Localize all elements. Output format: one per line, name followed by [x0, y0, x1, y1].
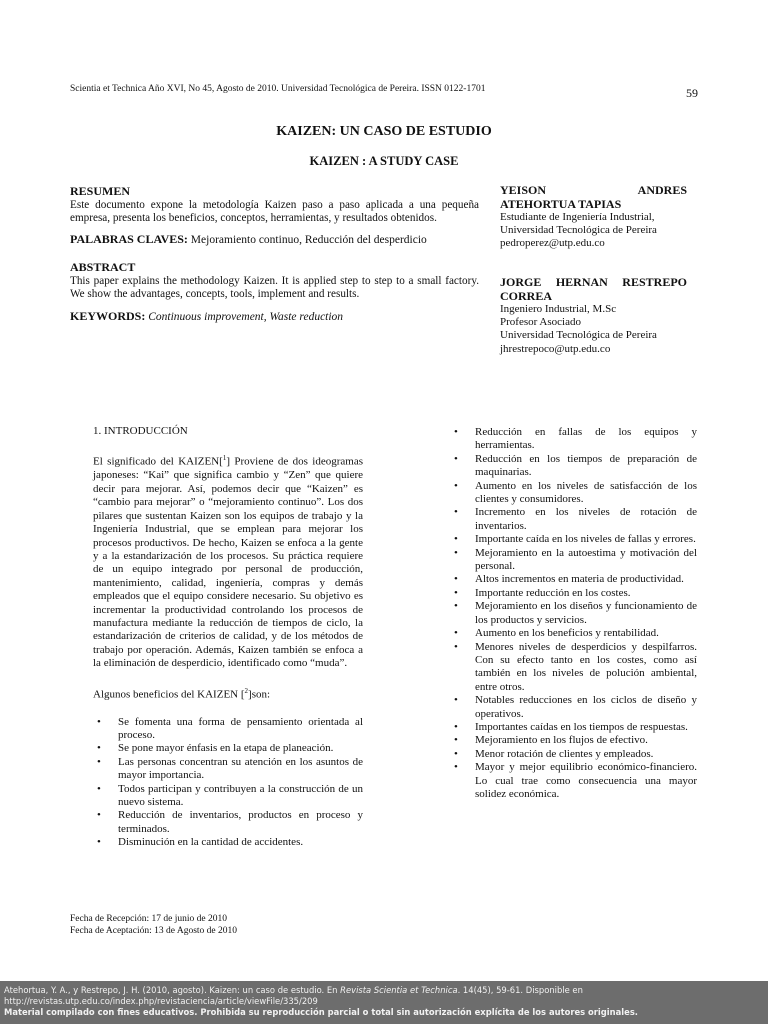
- benefit-item: • Altos incrementos en materia de productividad.: [450, 573, 697, 586]
- author-1-name-line2: ATEHORTUA TAPIAS: [500, 196, 622, 211]
- keywords-label: KEYWORDS:: [70, 309, 146, 324]
- citation-url[interactable]: http://revistas.utp.edu.co/index.php/revistaciencia/article/viewFile/335/209: [4, 995, 318, 1006]
- benefit-item: • Importante caída en los niveles de fallas y errores.: [450, 533, 697, 546]
- paper-title: KAIZEN: UN CASO DE ESTUDIO: [276, 124, 492, 139]
- author-2-email: jhrestrepoco@utp.edu.co: [500, 342, 611, 355]
- benefit-item: • Reducción en fallas de los equipos y herramientas.: [450, 426, 697, 453]
- received-date: Fecha de Recepción: 17 de junio de 2010: [70, 914, 227, 924]
- benefit-item: • Mejoramiento en los flujos de efectivo.: [450, 734, 697, 747]
- citation-journal: Revista Scientia et Technica: [340, 985, 458, 995]
- intro-column-left: [93, 425, 363, 850]
- abstract-text: This paper explains the methodology Kaizen. It is applied step to step to a small factory. We show the advantages, concepts, tools, implement and results.: [70, 274, 479, 300]
- citation-details: . 14(45), 59-61. Disponible en: [457, 985, 583, 995]
- intro-heading: 1. INTRODUCCIÓN: [93, 425, 188, 437]
- author-2-name: [500, 276, 687, 303]
- benefit-item: • Importante reducción en los costes.: [450, 587, 697, 600]
- author-2: [500, 276, 687, 356]
- intro-paragraph: [93, 452, 363, 670]
- benefit-item: • Reducción en los tiempos de preparación de maquinarias.: [450, 453, 697, 480]
- benefit-item: • Incremento en los niveles de rotación de inventarios.: [450, 506, 697, 533]
- author-1-name: [500, 184, 687, 211]
- benefit-item: • Importantes caídas en los tiempos de respuestas.: [450, 721, 697, 734]
- author-2-name-line1: JORGE HERNAN RESTREPO: [500, 275, 687, 289]
- intro-paragraph-body: ] Proviene de dos ideogramas japoneses: “Kai” que significa cambio y “Zen” que quiere decir para mejorar. Así, podemos decir que “Kaizen” es “cambio para mejorar” o “mejoramiento continuo”. Los dos pilares que sustentan Kaizen son los equipos de trabajo y la Ingeniería Industrial, que se emplean para mejorar los procesos productivos. De hecho, Kaizen se enfoca a la gente y a la estandarización de los procesos. Su práctica requiere de un equipo integrado por personal de producción, mantenimiento, calidad, ingeniería, compras y demás empleados que el equipo considere necesario. Su objetivo es incrementar la productividad controlando los procesos de manufactura mediante la reducción de tiempos de ciclo, la estandarización de criterios de calidad, y de los métodos de trabajo por operación. Además, Kaizen también se enfoca a la eliminación de desperdicio, identificado como “muda”.: [93, 456, 364, 670]
- benefit-item: • Todos participan y contribuyen a la construcción de un nuevo sistema.: [93, 783, 363, 810]
- benefit-item: • Mejoramiento en los diseños y funcionamiento de los productos y servicios.: [450, 600, 697, 627]
- benefit-item: • Se fomenta una forma de pensamiento orientada al proceso.: [93, 716, 363, 743]
- palabras-claves-label: PALABRAS CLAVES:: [70, 232, 188, 247]
- author-1: [500, 184, 687, 251]
- author-2-position: Profesor Asociado: [500, 316, 581, 329]
- palabras-claves: [70, 233, 479, 247]
- benefit-item: • Aumento en los niveles de satisfacción de los clientes y consumidores.: [450, 480, 697, 507]
- accepted-date: Fecha de Aceptación: 13 de Agosto de 2010: [70, 925, 238, 936]
- palabras-claves-text: Mejoramiento continuo, Reducción del desperdicio: [187, 234, 427, 247]
- author-2-university: Universidad Tecnológica de Pereira: [500, 329, 657, 342]
- benefit-item: • Disminución en la cantidad de accidentes.: [93, 836, 363, 849]
- author-2-name-line2: CORREA: [500, 288, 553, 303]
- keywords: [70, 310, 479, 324]
- resumen-text: Este documento expone la metodología Kaizen paso a paso aplicada a una pequeña empresa, presenta los beneficios, conceptos, herramientas, y resultados obtenidos.: [70, 199, 479, 225]
- page-number: 59: [686, 86, 698, 100]
- citation-text: [4, 985, 768, 996]
- reference-2: 2: [244, 686, 249, 695]
- copyright-notice: Material compilado con fines educativos. Prohibida su reproducción parcial o total sin autorización explícita de los autores originales.: [4, 1006, 638, 1017]
- author-2-degree: Ingeniero Industrial, M.Sc: [500, 303, 617, 315]
- benefit-item: • Aumento en los beneficios y rentabilidad.: [450, 627, 697, 640]
- intro-paragraph-start: El significado del KAIZEN[: [93, 456, 223, 469]
- benefit-item: • Mejoramiento en la autoestima y motivación del personal.: [450, 547, 697, 574]
- benefit-item: • Notables reducciones en los ciclos de diseño y operativos.: [450, 694, 697, 721]
- benefits-list-right: [450, 426, 697, 801]
- keywords-text: Continuous improvement, Waste reduction: [145, 311, 344, 324]
- author-1-affiliation: Estudiante de Ingeniería Industrial,: [500, 211, 655, 223]
- benefit-item: • Las personas concentran su atención en los asuntos de mayor importancia.: [93, 756, 363, 783]
- benefits-intro-text: Algunos beneficios del KAIZEN [: [93, 688, 245, 701]
- intro-column-right: [450, 426, 697, 801]
- benefit-item: • Se pone mayor énfasis en la etapa de planeación.: [93, 742, 363, 755]
- benefit-item: • Menor rotación de clientes y empleados.: [450, 748, 697, 761]
- benefits-intro-end: ]son:: [248, 688, 271, 701]
- dates-block: [70, 914, 237, 937]
- benefit-item: • Reducción de inventarios, productos en proceso y terminados.: [93, 809, 363, 836]
- benefit-item: • Mayor y mejor equilibrio económico-financiero. Lo cual trae como consecuencia una mayor solidez económica.: [450, 761, 697, 801]
- benefits-list-left: [93, 716, 363, 850]
- abstract-heading: ABSTRACT: [70, 259, 136, 274]
- summary-block: [70, 184, 479, 324]
- journal-header: Scientia et Technica Año XVI, No 45, Agosto de 2010. Universidad Tecnológica de Pereira. ISSN 0122-1701: [70, 84, 486, 94]
- citation-authors: Atehortua, Y. A., y Restrepo, J. H. (2010, agosto). Kaizen: un caso de estudio. En: [4, 985, 341, 995]
- benefits-intro: [93, 685, 363, 702]
- author-1-email: pedroperez@utp.edu.co: [500, 237, 605, 250]
- resumen-heading: RESUMEN: [70, 184, 131, 198]
- paper-subtitle: KAIZEN : A STUDY CASE: [309, 154, 459, 168]
- citation-footer: [0, 981, 768, 1024]
- author-1-name-line1: YEISON ANDRES: [500, 183, 687, 197]
- author-1-university: Universidad Tecnológica de Pereira: [500, 224, 657, 237]
- benefit-item: • Menores niveles de desperdicios y despilfarros. Con su efecto tanto en los costes, como así también en los niveles de polución ambiental, entre otros.: [450, 641, 697, 695]
- reference-1: 1: [222, 454, 227, 463]
